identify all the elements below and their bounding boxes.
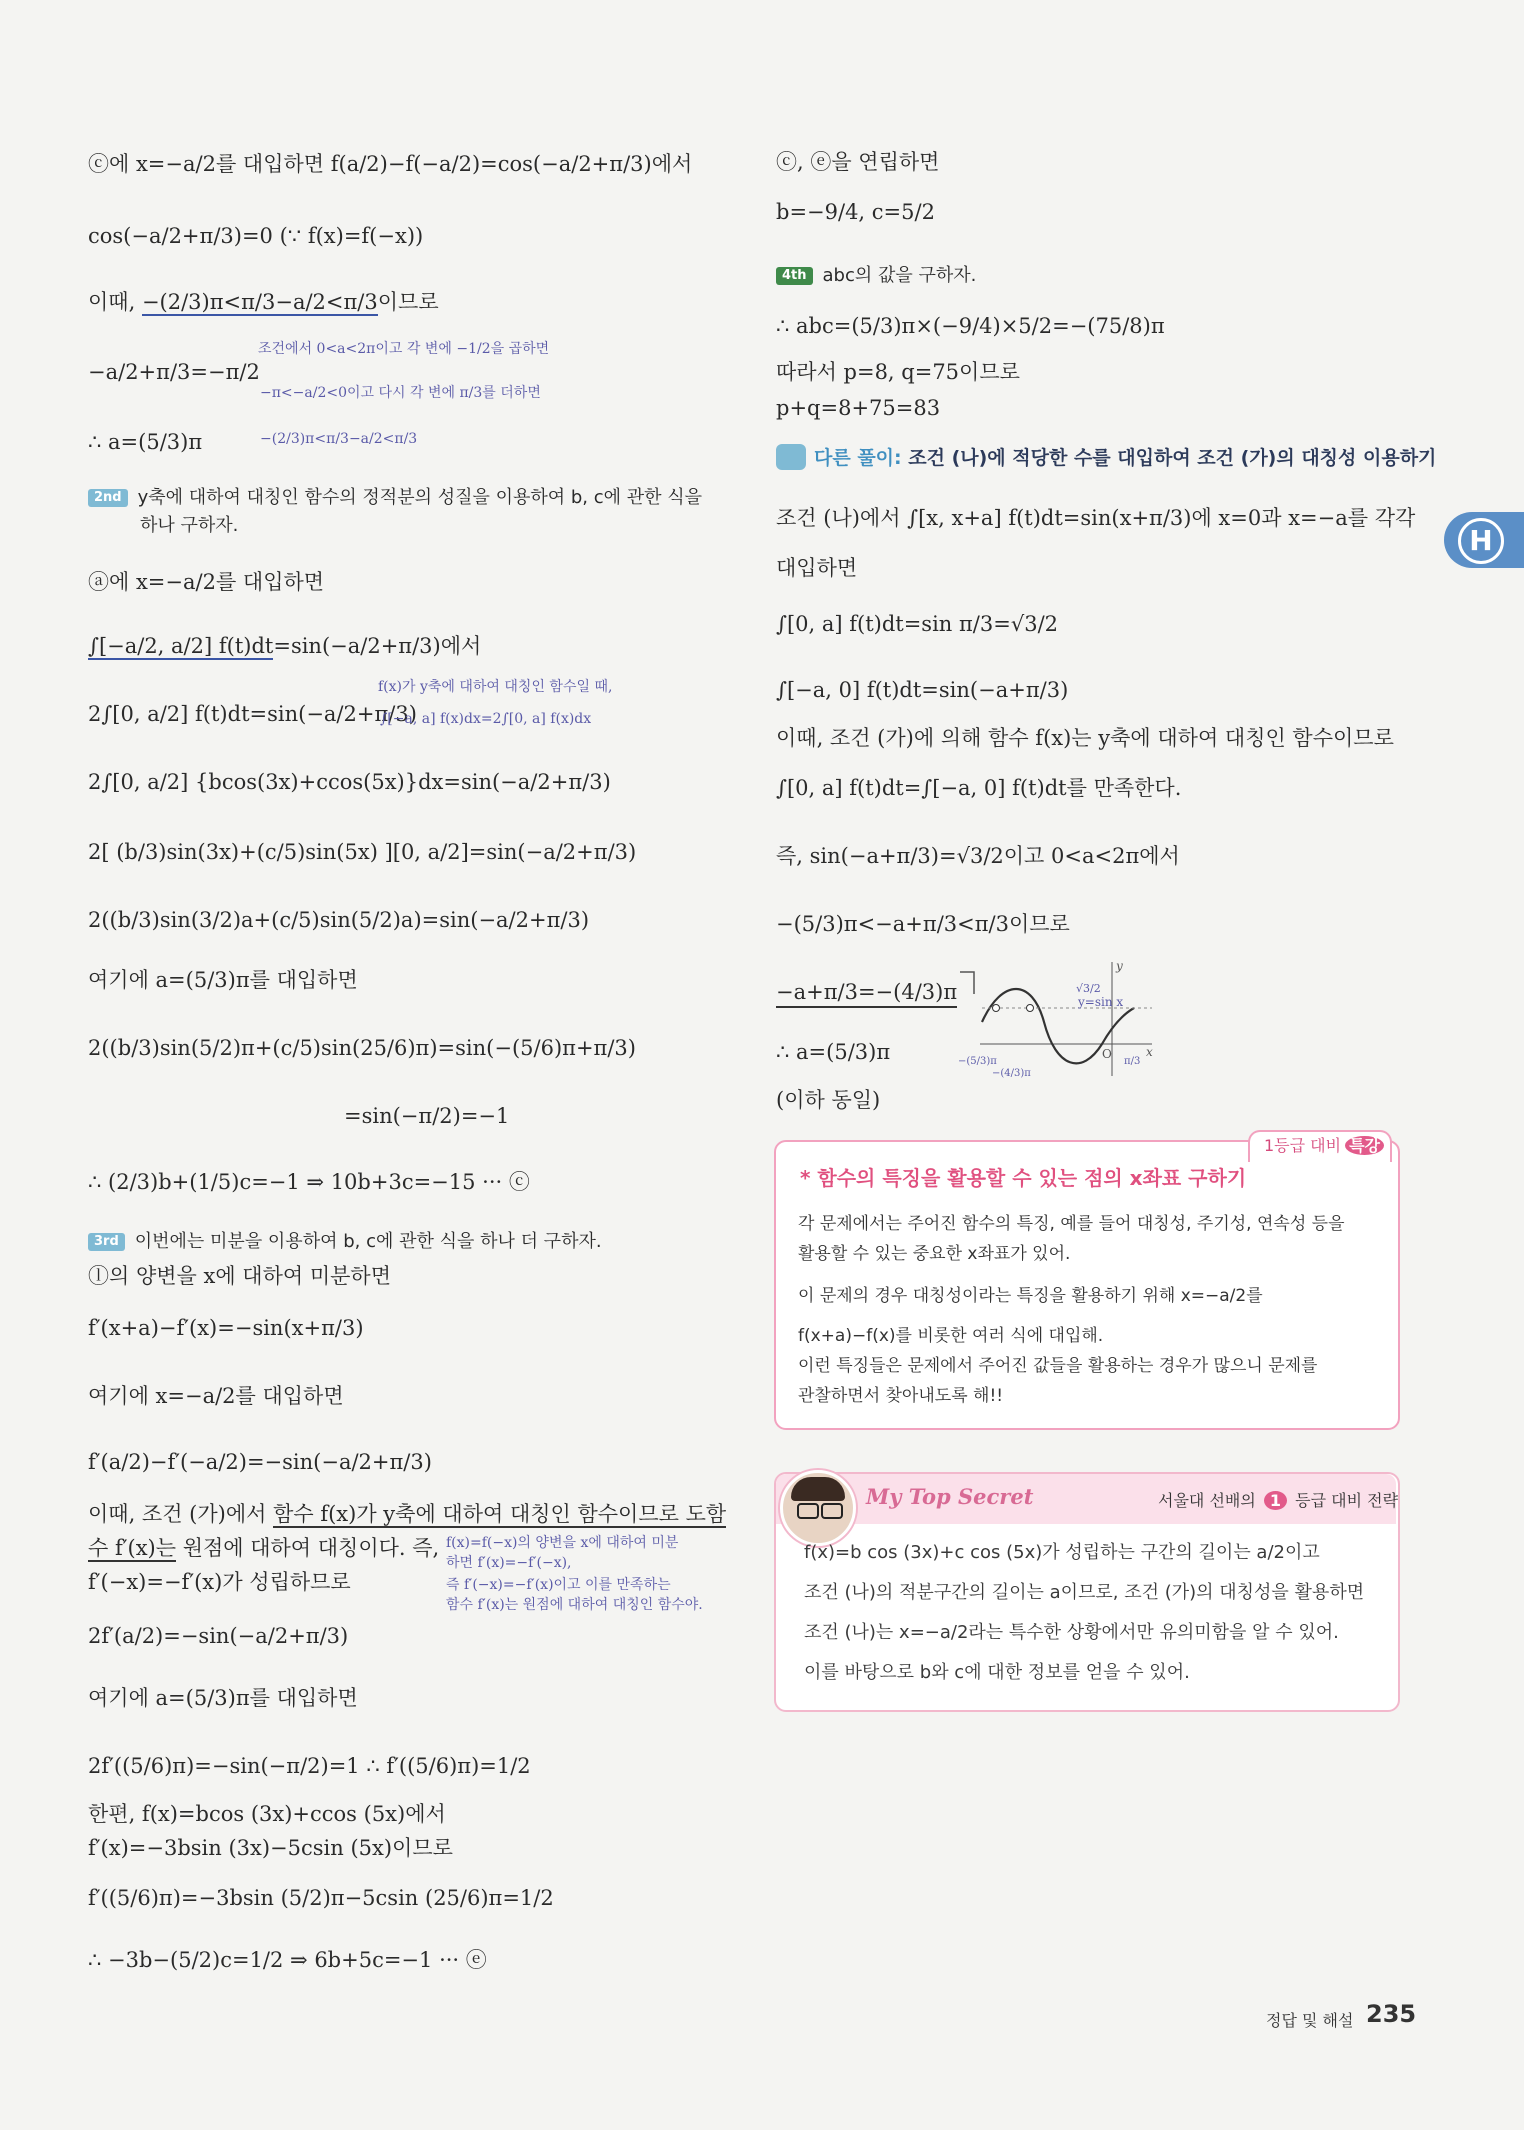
line: ∴ −3b−(5/2)c=1/2 ⇒ 6b+5c=−1 ··· ⓔ [88, 1948, 487, 1972]
line: ⓐ에 x=−a/2를 대입하면 [88, 570, 325, 594]
line: 이때, −(2/3)π<π/3−a/2<π/3이므로 [88, 290, 439, 314]
line: ⓒ에 x=−a/2를 대입하면 f(a/2)−f(−a/2)=cos(−a/2+π/3)에서 [88, 152, 693, 176]
side-note: f(x)가 y축에 대하여 대칭인 함수일 때, [378, 679, 613, 695]
section-tab-letter: H [1458, 518, 1504, 564]
line: p+q=8+75=83 [776, 396, 941, 420]
underlined-phrase: 함수 f(x)가 y축에 대하여 대칭인 함수이므로 도함 [273, 1502, 727, 1526]
tip-text: 각 문제에서는 주어진 함수의 특징, 예를 들어 대칭성, 주기성, 연속성 등을 [798, 1214, 1345, 1234]
line: 이때, 조건 (가)에서 함수 f(x)가 y축에 대하여 대칭인 함수이므로 도함 [88, 1502, 727, 1526]
line: f′(−x)=−f′(x)가 성립하므로 [88, 1570, 351, 1594]
side-note: 하면 f′(x)=−f′(−x), [446, 1555, 572, 1571]
line: f′((5/6)π)=−3bsin (5/2)π−5csin (25/6)π=1/2 [88, 1886, 554, 1910]
line: −(5/3)π<−a+π/3<π/3이므로 [776, 912, 1070, 936]
tip-text: 이런 특징들은 문제에서 주어진 값들을 활용하는 경우가 많으니 문제를 [798, 1356, 1318, 1376]
line: 2((b/3)sin(5/2)π+(c/5)sin(25/6)π)=sin(−(5/6)π+π/3) [88, 1036, 636, 1060]
tip-text: f(x+a)−f(x)를 비롯한 여러 식에 대입해. [798, 1326, 1104, 1346]
sine-graph [952, 958, 1152, 1078]
tip-text: 관찰하면서 찾아내도록 해!! [798, 1386, 1004, 1406]
callout-arrow [960, 972, 974, 994]
line: ∴ abc=(5/3)π×(−9/4)×5/2=−(75/8)π [776, 314, 1165, 338]
underlined-phrase: 수 f′(x)는 [88, 1536, 177, 1560]
side-note: 함수 f′(x)는 원점에 대하여 대칭인 함수야. [446, 1597, 703, 1613]
avatar [780, 1470, 856, 1546]
tip-box-title: * 함수의 특징을 활용할 수 있는 점의 x좌표 구하기 [800, 1166, 1247, 1190]
line: 여기에 a=(5/3)π를 대입하면 [88, 1686, 358, 1710]
secret-text: 이를 바탕으로 b와 c에 대한 정보를 얻을 수 있어. [804, 1662, 1190, 1683]
tip-text: 이 문제의 경우 대칭성이라는 특징을 활용하기 위해 x=−a/2를 [798, 1286, 1263, 1306]
line: ∴ a=(5/3)π [776, 1040, 891, 1064]
page-number: 235 [1366, 2000, 1417, 2028]
line: =sin(−π/2)=−1 [344, 1104, 510, 1128]
line: 2f′((5/6)π)=−sin(−π/2)=1 ∴ f′((5/6)π)=1/2 [88, 1754, 531, 1778]
point [1027, 1005, 1034, 1012]
tip-box-tab: 1등급 대비 특강 [1248, 1130, 1392, 1162]
underlined-integral: ∫[−a/2, a/2] f(t)dt [88, 634, 274, 658]
line: 여기에 a=(5/3)π를 대입하면 [88, 968, 358, 992]
line: 따라서 p=8, q=75이므로 [776, 360, 1020, 384]
alt-solution-heading: 다른 풀이: 조건 (나)에 적당한 수를 대입하여 조건 (가)의 대칭성 이용하기 [776, 444, 1436, 472]
line: ∴ a=(5/3)π [88, 430, 203, 454]
side-note: f(x)=f(−x)의 양변을 x에 대하여 미분 [446, 1535, 679, 1551]
side-note: 조건에서 0<a<2π이고 각 변에 −1/2을 곱하면 [258, 341, 550, 357]
section-tab [1444, 512, 1524, 568]
tick-label: −(4/3)π [992, 1068, 1031, 1079]
line: 수 f′(x)는 원점에 대하여 대칭이다. 즉, [88, 1536, 440, 1560]
secret-text: f(x)=b cos (3x)+c cos (5x)가 성립하는 구간의 길이는 a/2이고 [804, 1542, 1320, 1563]
side-note: −(2/3)π<π/3−a/2<π/3 [260, 431, 418, 447]
line: f′(a/2)−f′(−a/2)=−sin(−a/2+π/3) [88, 1450, 432, 1474]
side-note: ∫[−a, a] f(x)dx=2∫[0, a] f(x)dx [380, 711, 592, 727]
puzzle-icon [776, 444, 806, 470]
footer-label: 정답 및 해설 [1266, 2011, 1354, 2030]
side-note: −π<−a/2<0이고 다시 각 변에 π/3를 더하면 [260, 385, 541, 401]
tick-label: −(5/3)π [958, 1056, 997, 1067]
secret-box-subtitle: 서울대 선배의 1 등급 대비 전략 [1158, 1491, 1399, 1510]
line: 2f′(a/2)=−sin(−a/2+π/3) [88, 1624, 349, 1648]
line: −a+π/3=−(4/3)π [776, 978, 957, 1008]
line: 여기에 x=−a/2를 대입하면 [88, 1384, 344, 1408]
line: ∫[0, a] f(t)dt=sin π/3=√3/2 [776, 612, 1059, 636]
step-tag: 3rd [88, 1233, 125, 1251]
line: 2((b/3)sin(3/2)a+(c/5)sin(5/2)a)=sin(−a/2+π/3) [88, 908, 590, 932]
point [993, 1005, 1000, 1012]
secret-text: 조건 (나)는 x=−a/2라는 특수한 상황에서만 유의미함을 알 수 있어. [804, 1622, 1339, 1643]
step-tag: 4th [776, 267, 813, 285]
line: 2[ (b/3)sin(3x)+(c/5)sin(5x) ][0, a/2]=sin(−a/2+π/3) [88, 840, 637, 864]
step-4: 4th abc의 값을 구하자. [776, 262, 976, 290]
tip-badge: 특강 [1345, 1136, 1384, 1155]
line: ∫[0, a] f(t)dt=∫[−a, 0] f(t)dt를 만족한다. [776, 776, 1182, 800]
function-label: y=sin x [1078, 995, 1124, 1009]
origin-label: O [1102, 1047, 1112, 1061]
grade-badge: 1 [1264, 1491, 1287, 1510]
tick-label: π/3 [1124, 1056, 1141, 1067]
line: 대입하면 [776, 556, 858, 580]
line: −a/2+π/3=−π/2 [88, 360, 260, 384]
line: (이하 동일) [776, 1088, 881, 1112]
line: ∫[−a/2, a/2] f(t)dt=sin(−a/2+π/3)에서 [88, 634, 482, 658]
line: 즉, sin(−a+π/3)=√3/2이고 0<a<2π에서 [776, 844, 1180, 868]
level-label: √3/2 [1076, 982, 1101, 995]
line: ∫[−a, 0] f(t)dt=sin(−a+π/3) [776, 678, 1069, 702]
underlined-inequality: −(2/3)π<π/3−a/2<π/3 [141, 290, 378, 314]
side-note: 즉 f′(−x)=−f′(x)이고 이를 만족하는 [446, 1577, 671, 1593]
line: ∴ (2/3)b+(1/5)c=−1 ⇒ 10b+3c=−15 ··· ⓒ [88, 1170, 530, 1194]
line: b=−9/4, c=5/2 [776, 200, 935, 224]
line: 조건 (나)에서 ∫[x, x+a] f(t)dt=sin(x+π/3)에 x=0과 x=−a를 각각 [776, 506, 1416, 530]
line: 한편, f(x)=bcos (3x)+ccos (5x)에서 [88, 1802, 446, 1826]
step-tag: 2nd [88, 489, 128, 507]
axis-label: x [1146, 1045, 1153, 1059]
secret-text: 조건 (나)의 적분구간의 길이는 a이므로, 조건 (가)의 대칭성을 활용하면 [804, 1582, 1365, 1603]
line: ⓛ의 양변을 x에 대하여 미분하면 [88, 1264, 391, 1288]
line: 이때, 조건 (가)에 의해 함수 f(x)는 y축에 대하여 대칭인 함수이므로 [776, 726, 1394, 750]
axis-label: y [1116, 959, 1123, 973]
step-3: 3rd 이번에는 미분을 이용하여 b, c에 관한 식을 하나 더 구하자. [88, 1228, 602, 1256]
step-2: 2nd y축에 대하여 대칭인 함수의 정적분의 성질을 이용하여 b, c에 관한 식을 [88, 484, 702, 512]
tip-text: 활용할 수 있는 중요한 x좌표가 있어. [798, 1244, 1071, 1264]
secret-box-title: My Top Secret [866, 1484, 1034, 1509]
line: ⓒ, ⓔ을 연립하면 [776, 150, 940, 174]
line: 2∫[0, a/2] f(t)dt=sin(−a/2+π/3) [88, 702, 417, 726]
line: f′(x)=−3bsin (3x)−5csin (5x)이므로 [88, 1836, 453, 1860]
step-2-cont: 하나 구하자. [140, 515, 239, 536]
line: 2∫[0, a/2] {bcos(3x)+ccos(5x)}dx=sin(−a/2+π/3) [88, 770, 611, 794]
line: f′(x+a)−f′(x)=−sin(x+π/3) [88, 1316, 364, 1340]
line: cos(−a/2+π/3)=0 (∵ f(x)=f(−x)) [88, 224, 424, 248]
